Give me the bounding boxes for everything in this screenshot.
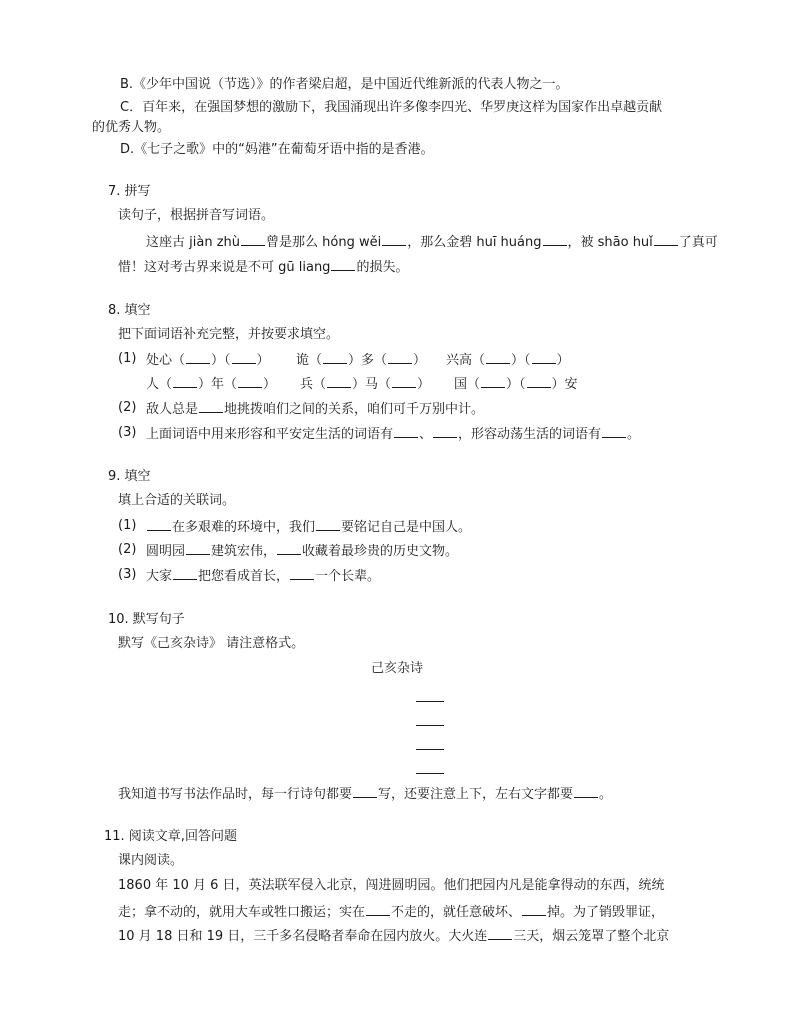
option-d: D.《七子之歌》中的“妈港”在葡萄牙语中指的是香港。 [120,142,434,157]
q8-item-number-1: (1) [118,351,137,366]
blank[interactable] [147,516,171,531]
q8-idiom-5: 兵（ ）马（ ） [300,373,430,395]
q8-title: 8. 填空 [108,303,151,318]
q9-title: 9. 填空 [108,469,151,484]
blank[interactable] [277,540,301,555]
q8-item-3: 上面词语中用来形容和平安定生活的词语有 、 ，形容动荡生活的词语有 。 [146,423,640,445]
blank[interactable] [232,349,256,364]
q11-passage-line1: 1860 年 10 月 6 日，英法联军侵入北京，闯进圆明园。他们把园内凡是能拿得动的东西，统统 [118,878,665,893]
blank[interactable] [388,349,412,364]
blank[interactable] [382,231,406,246]
option-c-line1: C．百年来，在强国梦想的激励下，我国涌现出许多像李四光、华罗庚这样为国家作出卓越贡献 [120,100,663,115]
q8-idiom-6: 国（ ）（ ）安 [454,373,578,395]
q9-item-3: 大家 把您看成首长， 一个长辈。 [146,565,380,587]
blank[interactable] [353,783,377,798]
q8-idiom-2: 诡（ ）多（ ） [296,349,426,371]
q10-title: 10. 默写句子 [108,612,185,627]
blank[interactable] [543,231,567,246]
blank[interactable] [173,565,197,580]
blank[interactable] [392,373,416,388]
option-b: B.《少年中国说（节选）》的作者梁启超，是中国近代维新派的代表人物之一。 [120,77,569,92]
blank[interactable] [486,349,510,364]
blank[interactable] [316,516,340,531]
blank[interactable] [327,373,351,388]
q9-item-number-2: (2) [118,542,137,557]
q11-title: 11. 阅读文章,回答问题 [104,829,237,844]
blank[interactable] [602,423,626,438]
blank[interactable] [186,540,210,555]
q8-instruction: 把下面词语补充完整，并按要求填空。 [118,327,340,342]
q11-passage-line3: 10 月 18 日和 19 日，三千多名侵略者奉命在园内放火。大火连 三天，烟云笼罩了整个北京 [118,925,669,947]
blank[interactable] [186,349,210,364]
blank[interactable] [199,398,223,413]
poem-line-blank[interactable] [416,700,444,702]
q8-item-number-2: (2) [118,400,137,415]
q7-title: 7. 拼写 [108,184,151,199]
blank[interactable] [173,373,197,388]
q9-item-number-1: (1) [118,518,137,533]
q7-sentence-line2: 惜！这对考古界来说是不可 gū liang 的损失。 [118,256,408,278]
blank[interactable] [527,373,551,388]
q10-format-sentence: 我知道书写书法作品时，每一行诗句都要 写，还要注意上下，左右文字都要 。 [118,783,612,805]
blank[interactable] [290,565,314,580]
q8-idiom-4: 人（ ）年（ ） [146,373,276,395]
q7-sentence-line1: 这座古 jiàn zhù 曾是那么 hóng wěi ，那么金碧 huī huáng ，被 shāo huǐ 了真可 [146,231,718,253]
blank[interactable] [522,901,546,916]
q9-item-2: 圆明园 建筑宏伟， 收藏着最珍贵的历史文物。 [146,540,458,562]
blank[interactable] [481,373,505,388]
blank[interactable] [433,423,457,438]
q10-instruction: 默写《己亥杂诗》 请注意格式。 [118,636,305,651]
q8-item-2: 敌人总是 地挑拨咱们之间的关系，咱们可千万别中计。 [146,398,484,420]
blank[interactable] [323,349,347,364]
blank[interactable] [654,231,678,246]
blank[interactable] [366,901,390,916]
q8-idiom-3: 兴高（ ）（ ） [446,349,570,371]
q7-instruction: 读句子，根据拼音写词语。 [118,208,275,223]
q9-item-1: 在多艰难的环境中，我们 要铭记自己是中国人。 [146,516,471,538]
q11-passage-line2: 走；拿不动的，就用大车或牲口搬运；实在 不走的，就任意破坏、 掉。为了销毁罪证， [118,901,664,923]
blank[interactable] [532,349,556,364]
blank[interactable] [574,783,598,798]
blank[interactable] [394,423,418,438]
q8-idiom-1: 处心（ ）（ ） [146,349,270,371]
poem-title: 己亥杂诗 [370,661,423,676]
q9-instruction: 填上合适的关联词。 [118,493,236,508]
poem-line-blank[interactable] [416,772,444,774]
q8-item-number-3: (3) [118,425,137,440]
q9-item-number-3: (3) [118,567,137,582]
option-c-line2: 的优秀人物。 [92,120,171,135]
poem-line-blank[interactable] [416,724,444,726]
q11-instruction: 课内阅读。 [118,853,184,868]
poem-line-blank[interactable] [416,748,444,750]
blank[interactable] [238,373,262,388]
blank[interactable] [488,925,512,940]
blank[interactable] [331,256,355,271]
blank[interactable] [241,231,265,246]
